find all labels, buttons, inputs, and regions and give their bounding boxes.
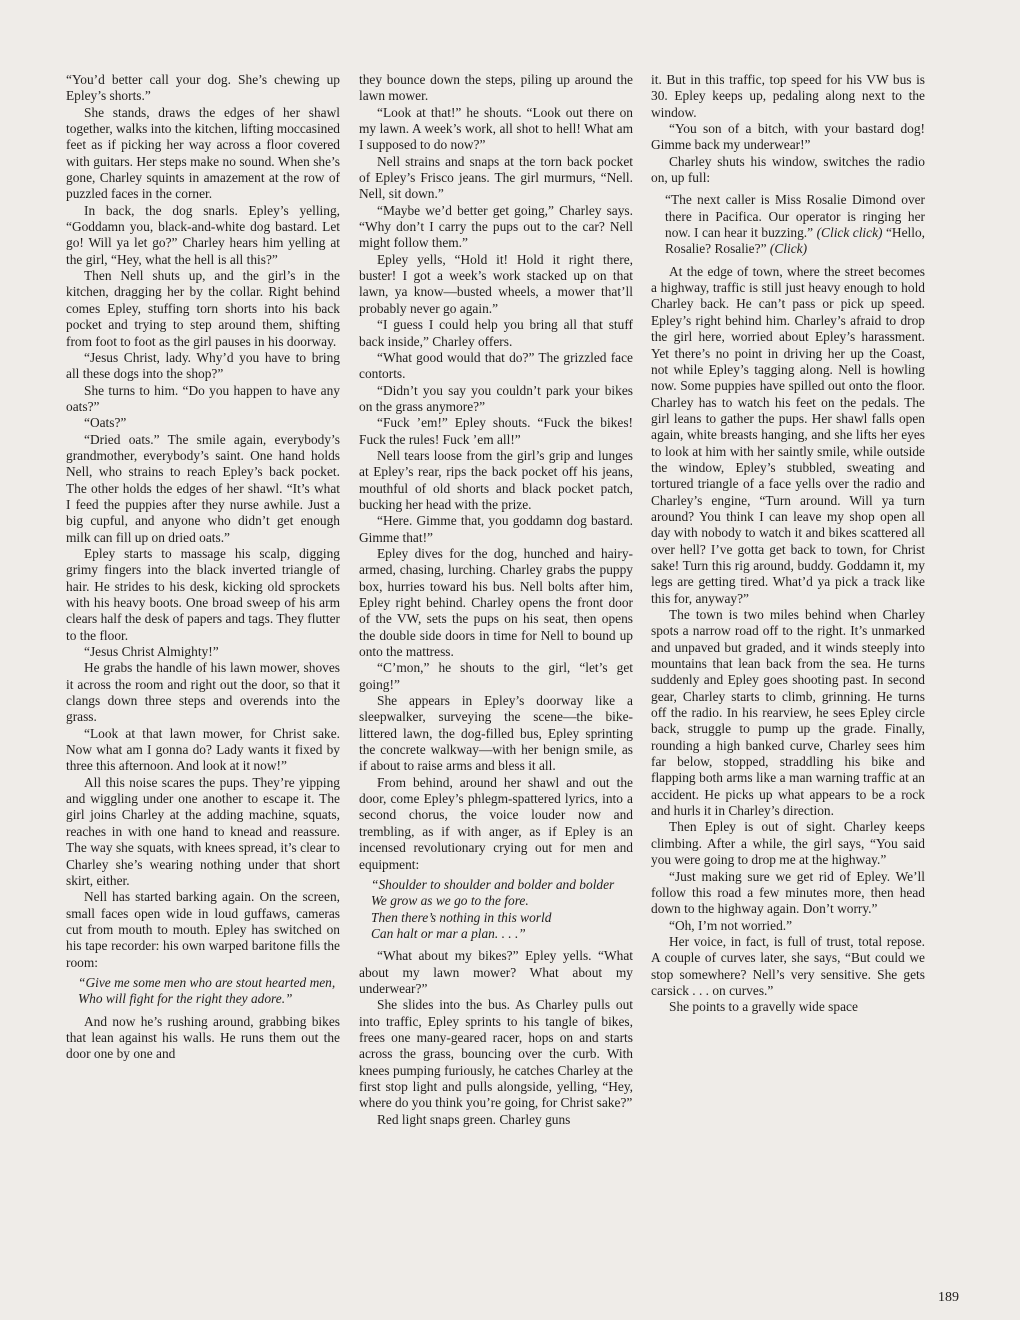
paragraph: All this noise scares the pups. They’re yipping and wiggling under one another to escape it. The girl joins Charley at the adding machine, squats, reaches in with one hand to knead and reassure. The way she squats, with knees spread, it’s clear to Charley she’s wearing nothing under that short skirt, either. [66, 774, 340, 888]
radio-click: (Click click) [816, 225, 883, 241]
paragraph: Nell strains and snaps at the torn back pocket of Epley’s Frisco jeans. The girl murmurs, “Nell. Nell, sit down.” [359, 153, 633, 202]
paragraph: “Maybe we’d better get going,” Charley says. “Why don’t I carry the pups out to the car? Nell might follow them.” [359, 202, 633, 251]
lyric-line: Then there’s nothing in this world [371, 909, 552, 925]
paragraph: Red light snaps green. Charley guns [377, 1111, 571, 1127]
paragraph: Nell tears loose from the girl’s grip and lunges at Epley’s rear, rips the back pocket off his jeans, mouthful of old shorts and black pocket patch, bucking her head with the prize. [359, 447, 633, 512]
radio-click: (Click) [769, 241, 808, 257]
paragraph: She slides into the bus. As Charley pulls out into traffic, Epley sprints to his tangle of bikes, frees one many-geared racer, hops on and starts across the grass, bouncing over the curb. With knees pumping furiously, he catches Charley at the first stop light and pulls alongside, yelling, “Hey, where do you think you’re going, for Christ sake?” [359, 997, 633, 1111]
paragraph: She stands, draws the edges of her shawl together, walks into the kitchen, lifting moccasined feet as if picking her way across a floor covered with guitars. Her steps make no sound. When she’s gone, Charley squints in amazement at the row of puzzled faces in the corner. [66, 104, 340, 202]
paragraph: He grabs the handle of his lawn mower, shoves it across the room and right out the door, so that it clangs down three steps and overends into the grass. [66, 660, 340, 725]
paragraph: “Just making sure we get rid of Epley. We’ll follow this road a few minutes more, then head down to the highway again. Don’t worry.” [651, 868, 925, 917]
lyric-line: Can halt or mar a plan. . . .” [371, 925, 526, 941]
paragraph: At the edge of town, where the street becomes a highway, traffic is still just heavy enough to hold Charley back. He can’t pass or pick up speed. Epley’s right behind him. Charley’s afraid to drop the girl here, worried about Epley’s harassment. Yet there’s no point in driving her up the Coast, not while Epley’s tagging along. Nell is howling now. Some puppies have spilled out onto the floor. Charley has to watch his feet on the pedals. The girl leans to gather the pups. Her shawl falls open again, white breasts hanging, and she lifts her eyes to look at him with her saintly smile, while outside the window, Epley’s stubbled, sweating and tortured triangle of a face yells over the radio and Charley’s engine, “Turn around. Will ya turn around? You think I can leave my shop open all day with nobody to watch it and bikes scattered all over hell? I’ve gotta get back to town, for Christ sake! Turn this rig around, buddy. Goddamn it, my legs are getting tired. What’d ya pick a track like this for, anyway?” [651, 263, 925, 606]
paragraph: it. But in this traffic, top speed for his VW bus is 30. Epley keeps up, pedaling along next to the window. [651, 72, 925, 120]
paragraph: In back, the dog snarls. Epley’s yelling, “Goddamn you, black-and-white dog bastard. Let go! Will ya let go?” Charley hears him yelling at the girl, “Hey, what the hell is all this?” [66, 202, 340, 267]
paragraph: Charley shuts his window, switches the radio on, up full: [651, 153, 925, 186]
text-column-1 [66, 72, 340, 1063]
paragraph: “You son of a bitch, with your bastard dog! Gimme back my underwear!” [651, 121, 925, 153]
paragraph: “Dried oats.” The smile again, everybody’s grandmother, everybody’s saint. One hand holds Nell, who strains to reach Epley’s back pocket. The other holds the edges of her shawl. “It’s what I feed the puppies after they nurse awhile. Just a big cupful, and anyone who didn’t get enough milk can fill up on dried oats.” [66, 431, 340, 545]
paragraph: “C’mon,” he shouts to the girl, “let’s get going!” [359, 660, 633, 692]
paragraph: “Look at that!” he shouts. “Look out there on my lawn. A week’s work, all shot to hell! What am I supposed to do now?” [359, 104, 633, 153]
paragraph: She appears in Epley’s doorway like a sleepwalker, surveying the scene—the bike-littered lawn, the dog-filled bus, Epley sprinting the concrete walkway—with her benign smile, as if about to raise arms and bless it all. [359, 693, 633, 774]
paragraph: She turns to him. “Do you happen to have any oats?” [66, 382, 340, 414]
text-column-2 [359, 72, 633, 1128]
paragraph: Epley yells, “Hold it! Hold it right there, buster! I got a week’s work stacked up on that lawn, ya know—busted wheels, a mower that’ll probably never go again.” [359, 251, 633, 316]
paragraph: “What about my bikes?” Epley yells. “What about my lawn mower? What about my underwear?” [359, 948, 633, 996]
paragraph: Then Nell shuts up, and the girl’s in the kitchen, dragging her by the collar. Right behind comes Epley, stuffing torn shorts into his back pocket and trying to step around them, shifting from foot to foot as the girl pauses in his doorway. [66, 268, 340, 349]
song-lyrics [78, 975, 340, 1008]
lyric-line: We grow as we go to the fore. [371, 893, 529, 909]
paragraph: She points to a gravelly wide space [669, 999, 858, 1015]
paragraph: The town is two miles behind when Charley spots a narrow road off to the right. It’s unmarked and unpaved but graded, and it winds steeply into mountains that lean back from the sea. He turns suddenly and Epley goes shooting past. In second gear, Charley starts to climb, grinning. He turns off the radio. In his rearview, he sees Epley circle back, struggle to pump up the grade. Finally, rounding a high banked curve, Charley sees him far below, stopped, straddling his bike and flapping both arms like a man warning traffic at an accident. He picks up what appears to be a rock and hurls it in Charley’s direction. [651, 607, 925, 819]
lyric-line: “Shoulder to shoulder and bolder and bolder [371, 876, 615, 892]
paragraph: “You’d better call your dog. She’s chewing up Epley’s shorts.” [66, 72, 340, 104]
song-lyrics [371, 877, 633, 942]
radio-text: “Hello, Rosalie? Rosalie?” [665, 225, 926, 257]
radio-broadcast [665, 192, 925, 257]
paragraph: Then Epley is out of sight. Charley keeps climbing. After a while, the girl says, “You said you were going to drop me at the highway.” [651, 819, 925, 868]
paragraph: “I guess I could help you bring all that stuff back inside,” Charley offers. [359, 317, 633, 349]
text-column-3 [651, 72, 925, 1016]
paragraph: they bounce down the steps, piling up around the lawn mower. [359, 72, 633, 104]
paragraph: “Oats?” [84, 415, 127, 431]
paragraph: Epley dives for the dog, hunched and hairy-armed, chasing, lurching. Charley grabs the puppy box, hurries toward his bus. Nell bolts after him, Epley right behind. Charley opens the front door of the VW, sets the pups on his seat, then opens the double side doors in time for Nell to bound up onto the mattress. [359, 545, 633, 660]
paragraph: “Look at that lawn mower, for Christ sake. Now what am I gonna do? Lady wants it fixed by three this afternoon. And look at it now!” [66, 725, 340, 774]
paragraph: “Oh, I’m not worried.” [669, 917, 793, 933]
paragraph: “Here. Gimme that, you goddamn dog bastard. Gimme that!” [359, 513, 633, 545]
paragraph: “Jesus Christ Almighty!” [84, 644, 219, 660]
paragraph: “Fuck ’em!” Epley shouts. “Fuck the bikes! Fuck the rules! Fuck ’em all!” [359, 415, 633, 447]
paragraph: Her voice, in fact, is full of trust, total repose. A couple of curves later, she says, “But could we stop somewhere? Nell’s very sensitive. She gets carsick . . . on curves.” [651, 933, 925, 998]
paragraph: “What good would that do?” The grizzled face contorts. [359, 349, 633, 382]
radio-text: “The next caller is Miss Rosalie Dimond over there in Pacifica. Our operator is ringing her now. I can hear it buzzing.” [665, 192, 925, 241]
paragraph: Nell has started barking again. On the screen, small faces open wide in loud guffaws, cameras cut from mouth to mouth. Epley has switched on his tape recorder: his own warped baritone fills the room: [66, 889, 340, 970]
paragraph: “Didn’t you say you couldn’t park your bikes on the grass anymore?” [359, 382, 633, 414]
paragraph: From behind, around her shawl and out the door, come Epley’s phlegm-spattered lyrics, into a second chorus, the voice louder now and trembling, as if with anger, as if Epley is an incensed revolutionary crying out for men and equipment: [359, 774, 633, 872]
page-number: 189 [938, 1290, 959, 1305]
paragraph: And now he’s rushing around, grabbing bikes that lean against his walls. He runs them out the door one by one and [66, 1013, 340, 1062]
lyric-line: Who will fight for the right they adore.” [78, 991, 293, 1007]
paragraph: “Jesus Christ, lady. Why’d you have to bring all these dogs into the shop?” [66, 349, 340, 382]
lyric-line: “Give me some men who are stout hearted men, [78, 974, 336, 990]
paragraph: Epley starts to massage his scalp, digging grimy fingers into the black inverted triangle of hair. He strides to his desk, kicking old sprockets with his heavy boots. One broad sweep of his arm clears half the desk of papers and tags. They flutter to the floor. [66, 545, 340, 643]
